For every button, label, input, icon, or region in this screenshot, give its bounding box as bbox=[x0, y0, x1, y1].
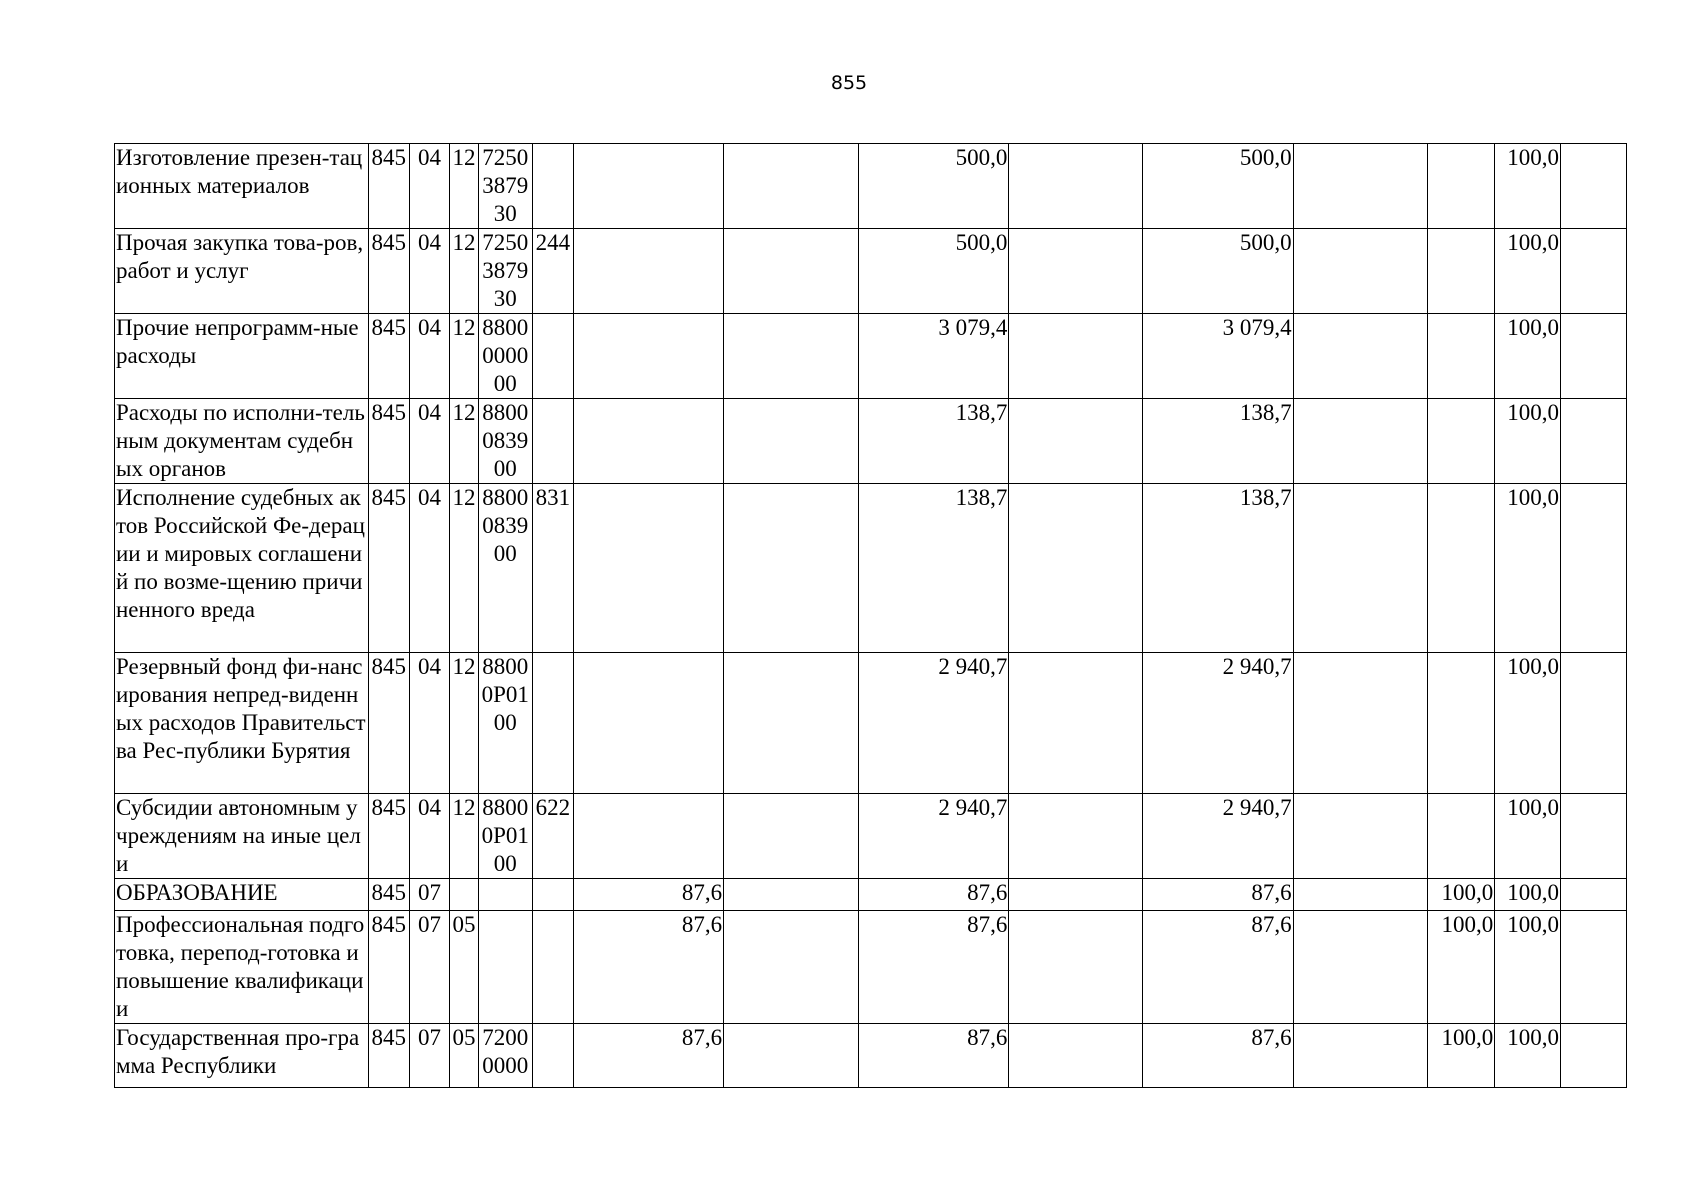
page-number: 855 bbox=[830, 72, 868, 94]
cell-name: Резервный фонд фи-нансирования непред-виденных расходов Правительства Рес-публики Бурятия bbox=[115, 653, 369, 794]
cell-value-9 bbox=[1561, 144, 1627, 229]
cell-value-7 bbox=[1428, 229, 1495, 314]
cell-value-2 bbox=[724, 1024, 859, 1088]
cell-value-3: 500,0 bbox=[858, 144, 1008, 229]
cell-ved: 845 bbox=[368, 1024, 409, 1088]
cell-rz: 04 bbox=[409, 144, 450, 229]
cell-value-6 bbox=[1293, 653, 1428, 794]
cell-value-3: 500,0 bbox=[858, 229, 1008, 314]
cell-csr: 8800083900 bbox=[478, 399, 532, 484]
cell-name: Прочая закупка това-ров, работ и услуг bbox=[115, 229, 369, 314]
cell-ved: 845 bbox=[368, 229, 409, 314]
cell-value-4 bbox=[1009, 911, 1143, 1024]
cell-value-4 bbox=[1009, 1024, 1143, 1088]
cell-rz: 04 bbox=[409, 229, 450, 314]
table-row bbox=[115, 484, 1627, 653]
cell-rz: 04 bbox=[409, 399, 450, 484]
cell-name: Прочие непрограмм-ные расходы bbox=[115, 314, 369, 399]
cell-csr: 7250387930 bbox=[478, 144, 532, 229]
cell-value-1 bbox=[573, 653, 723, 794]
cell-rz: 07 bbox=[409, 911, 450, 1024]
cell-value-7 bbox=[1428, 484, 1495, 653]
cell-name: ОБРАЗОВАНИЕ bbox=[115, 879, 369, 911]
cell-ved: 845 bbox=[368, 911, 409, 1024]
table-row bbox=[115, 911, 1627, 1024]
cell-value-5: 500,0 bbox=[1143, 144, 1293, 229]
table-row bbox=[115, 794, 1627, 879]
cell-ved: 845 bbox=[368, 144, 409, 229]
cell-vr bbox=[532, 1024, 573, 1088]
cell-value-7 bbox=[1428, 314, 1495, 399]
cell-value-2 bbox=[724, 314, 859, 399]
table-row bbox=[115, 879, 1627, 911]
cell-value-8: 100,0 bbox=[1495, 144, 1561, 229]
cell-value-4 bbox=[1009, 794, 1143, 879]
cell-value-5: 500,0 bbox=[1143, 229, 1293, 314]
cell-value-8: 100,0 bbox=[1495, 314, 1561, 399]
cell-vr bbox=[532, 911, 573, 1024]
table-row bbox=[115, 653, 1627, 794]
cell-value-1: 87,6 bbox=[573, 1024, 723, 1088]
cell-value-5: 87,6 bbox=[1143, 879, 1293, 911]
cell-value-5: 2 940,7 bbox=[1143, 653, 1293, 794]
cell-csr bbox=[478, 911, 532, 1024]
cell-value-6 bbox=[1293, 1024, 1428, 1088]
cell-value-5: 2 940,7 bbox=[1143, 794, 1293, 879]
cell-value-4 bbox=[1009, 484, 1143, 653]
cell-name: Субсидии автономным учреждениям на иные цели bbox=[115, 794, 369, 879]
cell-value-9 bbox=[1561, 653, 1627, 794]
cell-value-9 bbox=[1561, 911, 1627, 1024]
cell-value-2 bbox=[724, 911, 859, 1024]
cell-pr: 12 bbox=[450, 484, 478, 653]
cell-pr: 12 bbox=[450, 794, 478, 879]
cell-value-3: 3 079,4 bbox=[858, 314, 1008, 399]
cell-ved: 845 bbox=[368, 879, 409, 911]
cell-value-8: 100,0 bbox=[1495, 399, 1561, 484]
cell-value-8: 100,0 bbox=[1495, 794, 1561, 879]
cell-value-2 bbox=[724, 144, 859, 229]
cell-csr bbox=[478, 879, 532, 911]
cell-rz: 04 bbox=[409, 794, 450, 879]
cell-value-2 bbox=[724, 229, 859, 314]
cell-name: Изготовление презен-тационных материалов bbox=[115, 144, 369, 229]
cell-csr: 72000000 bbox=[478, 1024, 532, 1088]
cell-value-1 bbox=[573, 794, 723, 879]
cell-name: Расходы по исполни-тельным документам судебных органов bbox=[115, 399, 369, 484]
cell-value-8: 100,0 bbox=[1495, 229, 1561, 314]
cell-rz: 04 bbox=[409, 653, 450, 794]
cell-value-6 bbox=[1293, 144, 1428, 229]
cell-value-3: 2 940,7 bbox=[858, 653, 1008, 794]
cell-value-9 bbox=[1561, 314, 1627, 399]
cell-value-8: 100,0 bbox=[1495, 879, 1561, 911]
cell-csr: 8800000000 bbox=[478, 314, 532, 399]
cell-pr: 05 bbox=[450, 911, 478, 1024]
cell-value-9 bbox=[1561, 794, 1627, 879]
cell-value-1 bbox=[573, 144, 723, 229]
cell-name: Государственная про-грамма Республики bbox=[115, 1024, 369, 1088]
cell-value-1 bbox=[573, 484, 723, 653]
cell-rz: 04 bbox=[409, 314, 450, 399]
cell-vr: 622 bbox=[532, 794, 573, 879]
cell-pr: 12 bbox=[450, 653, 478, 794]
budget-table bbox=[114, 143, 1627, 1088]
cell-rz: 07 bbox=[409, 1024, 450, 1088]
cell-value-4 bbox=[1009, 144, 1143, 229]
table-row bbox=[115, 314, 1627, 399]
cell-value-3: 87,6 bbox=[858, 911, 1008, 1024]
cell-value-1: 87,6 bbox=[573, 911, 723, 1024]
cell-value-7: 100,0 bbox=[1428, 1024, 1495, 1088]
cell-ved: 845 bbox=[368, 314, 409, 399]
cell-value-3: 2 940,7 bbox=[858, 794, 1008, 879]
cell-name: Исполнение судебных актов Российской Фе-дерации и мировых соглашений по возме-щению причиненного вреда bbox=[115, 484, 369, 653]
cell-value-9 bbox=[1561, 399, 1627, 484]
cell-value-1 bbox=[573, 399, 723, 484]
cell-value-9 bbox=[1561, 879, 1627, 911]
cell-csr: 88000P0100 bbox=[478, 794, 532, 879]
cell-value-8: 100,0 bbox=[1495, 1024, 1561, 1088]
cell-value-6 bbox=[1293, 484, 1428, 653]
cell-value-4 bbox=[1009, 229, 1143, 314]
cell-value-9 bbox=[1561, 229, 1627, 314]
cell-value-1 bbox=[573, 314, 723, 399]
table-row bbox=[115, 229, 1627, 314]
cell-value-4 bbox=[1009, 653, 1143, 794]
table-row bbox=[115, 399, 1627, 484]
cell-pr: 12 bbox=[450, 314, 478, 399]
cell-value-6 bbox=[1293, 314, 1428, 399]
cell-ved: 845 bbox=[368, 399, 409, 484]
cell-vr bbox=[532, 653, 573, 794]
cell-csr: 7250387930 bbox=[478, 229, 532, 314]
cell-value-5: 3 079,4 bbox=[1143, 314, 1293, 399]
cell-value-2 bbox=[724, 399, 859, 484]
cell-value-1: 87,6 bbox=[573, 879, 723, 911]
cell-value-2 bbox=[724, 879, 859, 911]
cell-csr: 8800083900 bbox=[478, 484, 532, 653]
cell-value-1 bbox=[573, 229, 723, 314]
cell-value-7 bbox=[1428, 653, 1495, 794]
cell-vr bbox=[532, 399, 573, 484]
cell-value-9 bbox=[1561, 484, 1627, 653]
cell-rz: 07 bbox=[409, 879, 450, 911]
cell-value-3: 87,6 bbox=[858, 1024, 1008, 1088]
cell-value-2 bbox=[724, 794, 859, 879]
cell-value-9 bbox=[1561, 1024, 1627, 1088]
cell-ved: 845 bbox=[368, 794, 409, 879]
cell-value-8: 100,0 bbox=[1495, 911, 1561, 1024]
cell-value-3: 138,7 bbox=[858, 399, 1008, 484]
cell-value-7 bbox=[1428, 144, 1495, 229]
cell-value-5: 87,6 bbox=[1143, 911, 1293, 1024]
cell-value-2 bbox=[724, 484, 859, 653]
cell-pr: 12 bbox=[450, 229, 478, 314]
cell-pr: 12 bbox=[450, 399, 478, 484]
cell-vr bbox=[532, 314, 573, 399]
cell-value-7 bbox=[1428, 399, 1495, 484]
cell-pr bbox=[450, 879, 478, 911]
cell-value-4 bbox=[1009, 879, 1143, 911]
cell-ved: 845 bbox=[368, 653, 409, 794]
cell-value-3: 138,7 bbox=[858, 484, 1008, 653]
cell-value-2 bbox=[724, 653, 859, 794]
cell-vr: 244 bbox=[532, 229, 573, 314]
cell-value-8: 100,0 bbox=[1495, 484, 1561, 653]
cell-value-5: 138,7 bbox=[1143, 484, 1293, 653]
cell-value-4 bbox=[1009, 399, 1143, 484]
cell-pr: 05 bbox=[450, 1024, 478, 1088]
cell-ved: 845 bbox=[368, 484, 409, 653]
table-body bbox=[115, 144, 1627, 1088]
cell-value-7: 100,0 bbox=[1428, 879, 1495, 911]
cell-vr: 831 bbox=[532, 484, 573, 653]
table-row bbox=[115, 1024, 1627, 1088]
cell-value-7 bbox=[1428, 794, 1495, 879]
cell-name: Профессиональная подготовка, перепод-готовка и повышение квалификации bbox=[115, 911, 369, 1024]
cell-vr bbox=[532, 144, 573, 229]
cell-value-6 bbox=[1293, 879, 1428, 911]
cell-rz: 04 bbox=[409, 484, 450, 653]
cell-value-4 bbox=[1009, 314, 1143, 399]
cell-vr bbox=[532, 879, 573, 911]
cell-value-5: 87,6 bbox=[1143, 1024, 1293, 1088]
table-row bbox=[115, 144, 1627, 229]
cell-value-7: 100,0 bbox=[1428, 911, 1495, 1024]
cell-pr: 12 bbox=[450, 144, 478, 229]
cell-value-6 bbox=[1293, 911, 1428, 1024]
cell-value-6 bbox=[1293, 399, 1428, 484]
cell-value-8: 100,0 bbox=[1495, 653, 1561, 794]
cell-csr: 88000P0100 bbox=[478, 653, 532, 794]
cell-value-5: 138,7 bbox=[1143, 399, 1293, 484]
cell-value-6 bbox=[1293, 794, 1428, 879]
cell-value-6 bbox=[1293, 229, 1428, 314]
cell-value-3: 87,6 bbox=[858, 879, 1008, 911]
